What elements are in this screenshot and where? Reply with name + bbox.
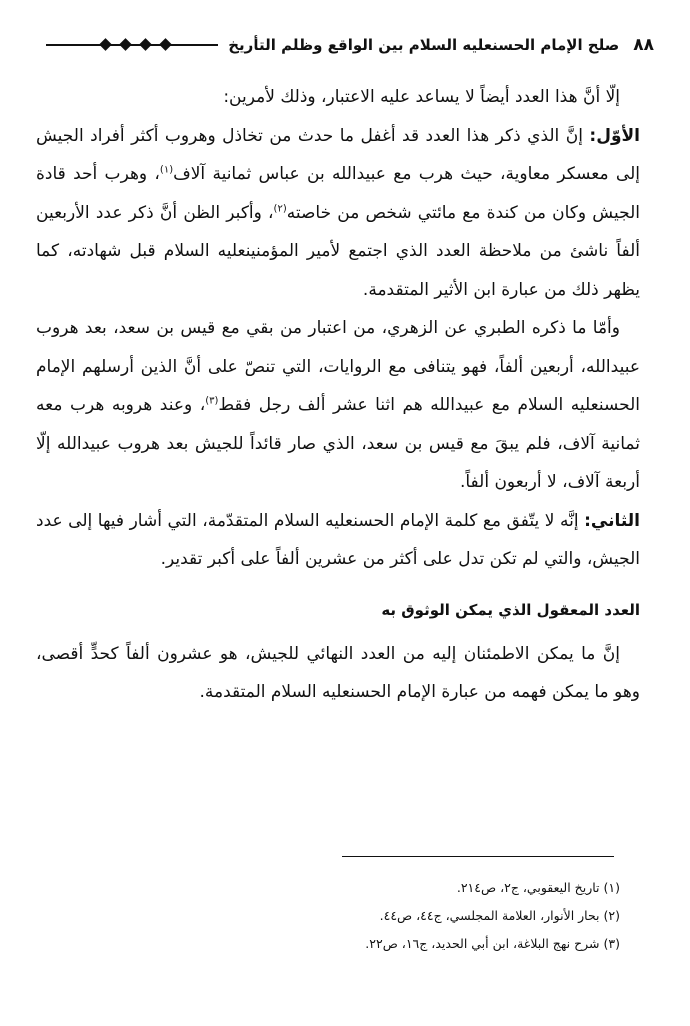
- footnotes: [36, 874, 620, 958]
- header-ornament: [46, 35, 218, 55]
- paragraph-first-point: الأوّل: إنَّ الذي ذكر هذا العدد قد أغفل ما حدث من تخاذل وهروب أكثر أفراد الجيش إلى معسكر معاوية، حيث هرب مع عبيدالله بن عباس ثمانية آلاف$^{(١)}$، وهرب أحد قادة الجيش وكان من كندة مع مائتي شخص من خاصته$^{(٢)}$، وأكبر الظن أنَّ ذكر عدد الأربعين ألفاً ناشئ من ملاحظة العدد الذي اجتمع لأمير المؤمنينعليه السلام قبل شهادته، كما يظهر ذلك من عبارة ابن الأثير المتقدمة.: [36, 125, 640, 300]
- ornament-diamond: [119, 38, 132, 51]
- ornament-diamond: [99, 38, 112, 51]
- ornament-diamond: [139, 38, 152, 51]
- point-label-first: الأوّل:: [589, 125, 640, 146]
- header-rule: [46, 44, 218, 46]
- section-subheading: العدد المعقول الذي يمكن الوثوق به: [381, 600, 640, 619]
- footnote-item: (١) تاريخ اليعقوبي، ج٢، ص٢١٤.: [456, 880, 620, 895]
- running-title: صلح الإمام الحسنعليه السلام بين الواقع وظلم التأريخ: [228, 36, 620, 54]
- footnote-ref-3: (٣): [205, 395, 219, 407]
- footnote-ref-2: (٢): [273, 202, 287, 214]
- footnote-item: (٣) شرح نهج البلاغة، ابن أبي الحديد، ج١٦، ص٢٢.: [365, 936, 620, 951]
- page-number: ٨٨: [633, 35, 654, 55]
- page-header: [36, 30, 654, 60]
- footnote-item: (٢) بحار الأنوار، العلامة المجلسي، ج٤٤، ص٤٤.: [379, 908, 620, 923]
- footnote-ref-1: (١): [159, 164, 174, 176]
- page-body: [36, 78, 640, 712]
- paragraph-intro: إلّا أنَّ هذا العدد أيضاً لا يساعد عليه الاعتبار، وذلك لأمرين:: [223, 87, 620, 107]
- paragraph-conclusion: إنَّ ما يمكن الاطمئنان إليه من العدد النهائي للجيش، هو عشرون ألفاً كحدٍّ أقصى، وهو ما يمكن فهمه من عبارة الإمام الحسنعليه السلام المتقدمة.: [36, 643, 640, 702]
- footnote-separator: [342, 856, 614, 857]
- point-label-second: الثاني:: [584, 510, 640, 531]
- paragraph-tabari: وأمّا ما ذكره الطبري عن الزهري، من اعتبار من بقي مع قيس بن سعد، بعد هروب عبيدالله، أربعين ألفاً، فهو يتنافى مع الروايات، التي تنصّ على أنَّ الذين أرسلهم الإمام الحسنعليه السلام مع عبيدالله هم اثنا عشر ألف رجل فقط$^{(٣)}$، وعند هروبه هرب معه ثمانية آلاف، فلم يبقَ مع قيس بن سعد، الذي صار قائداً للجيش بعد هروب عبيدالله إلّا أربعة آلاف، لا أربعون ألفاً.: [36, 318, 640, 492]
- ornament-diamond: [159, 38, 172, 51]
- paragraph-second-point: الثاني: إنَّه لا يتّفق مع كلمة الإمام الحسنعليه السلام المتقدّمة، التي أشار فيها إلى عدد الجيش، والتي لم تكن تدل على أكثر من عشرين ألفاً على أكبر تقدير.: [36, 510, 640, 569]
